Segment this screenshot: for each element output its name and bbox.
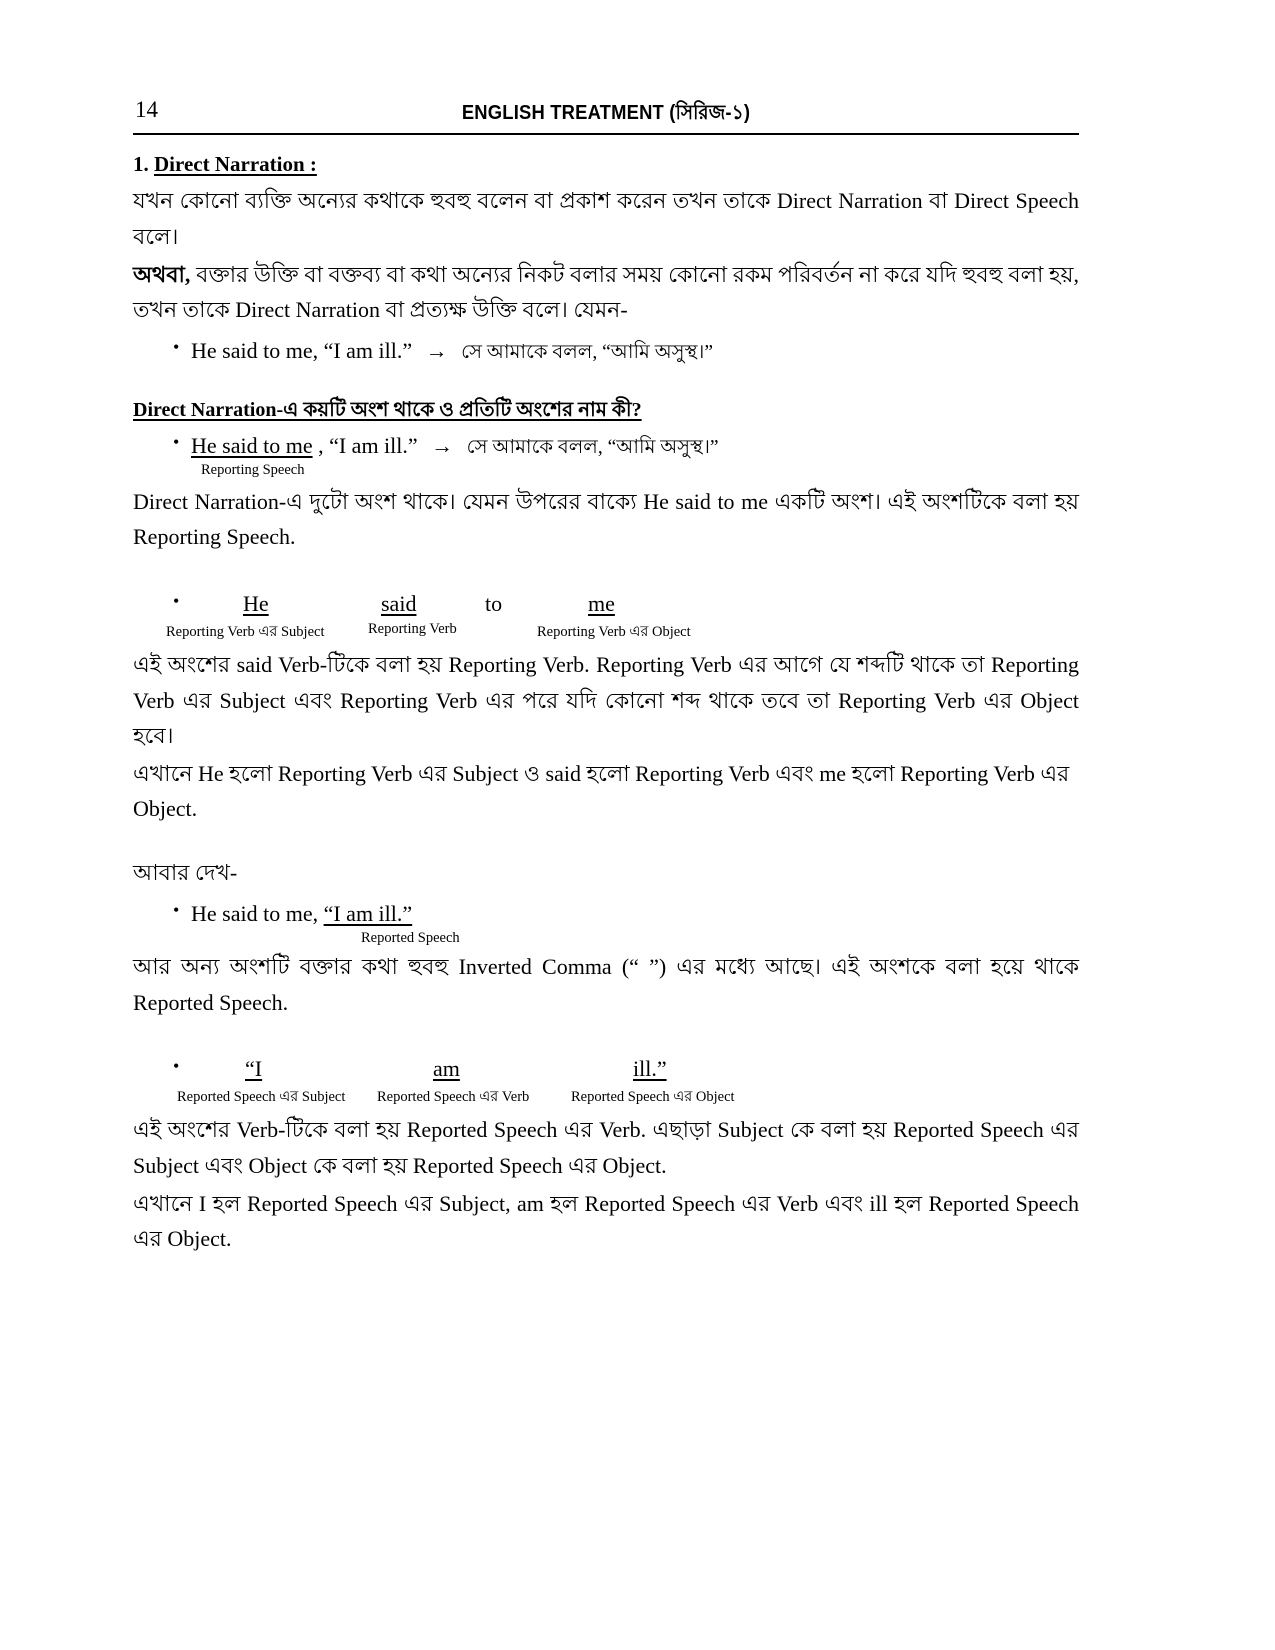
- definition-paragraph-1: যখন কোনো ব্যক্তি অন্যের কথাকে হুবহু বলেন বা প্রকাশ করেন তখন তাকে Direct Narration বা Direct Speech বলে।: [133, 188, 1079, 249]
- alternative-lead: অথবা,: [133, 261, 191, 287]
- running-header: [133, 95, 1079, 135]
- word-me: me: [588, 590, 615, 616]
- reporting-speech-part: He said to me,: [191, 900, 324, 926]
- reporting-breakdown: [133, 591, 1079, 641]
- question-heading: Direct Narration-এ কয়টি অংশ থাকে ও প্রতিটি অংশের নাম কী?: [133, 399, 642, 421]
- section-number: 1.: [133, 152, 149, 176]
- list-item: [133, 334, 1079, 367]
- arrow-icon: →: [431, 433, 454, 458]
- page-number: 14: [135, 97, 158, 122]
- reported-speech-part: “I am ill.”: [323, 900, 413, 926]
- label-reported-speech-subject: Reported Speech এর Subject: [177, 1089, 346, 1106]
- definition-paragraph-2-text: বক্তার উক্তি বা বক্তব্য বা কথা অন্যের নিকট বলার সময় কোনো রকম পরিবর্তন না করে যদি হুবহু বলা হয়, তখন তাকে Direct Narration বা প্রত্যক্ষ উক্তি বলে। যেমন-: [133, 261, 1080, 323]
- reported-breakdown: [133, 1056, 1079, 1106]
- word-ill: ill.”: [633, 1056, 667, 1082]
- example-list-2: [133, 429, 1079, 462]
- bullet-icon: •: [173, 899, 180, 920]
- reported-speech-explanation: আর অন্য অংশটি বক্তার কথা হুবহু Inverted Comma (“ ”) এর মধ্যে আছে। এই অংশকে বলা হয়ে থাকে Reported Speech.: [133, 954, 1079, 1015]
- reported-speech-part: , “I am ill.”: [318, 433, 418, 458]
- reporting-verb-explanation-1: এই অংশের said Verb-টিকে বলা হয় Reporting Verb. Reporting Verb এর আগে যে শব্দটি থাকে তা Reporting Verb এর Subject এবং Reporting Verb এর পরে যদি কোনো শব্দ থাকে তবে তা Reporting Verb এর Object হবে।: [133, 651, 1079, 749]
- example-list-3: [133, 897, 1079, 930]
- again-lead: আবার দেখ-: [133, 860, 238, 886]
- example-english: He said to me, “I am ill.”: [191, 337, 413, 363]
- word-am: am: [433, 1056, 460, 1082]
- reported-breakdown-words: [133, 1056, 1079, 1086]
- word-to: to: [485, 590, 503, 616]
- label-reporting-verb-object: Reporting Verb এর Object: [537, 623, 691, 640]
- reporting-verb-explanation-2: এখানে He হলো Reporting Verb এর Subject ও said হলো Reporting Verb এবং me হলো Reporting Verb এর Object.: [133, 760, 1070, 822]
- reporting-breakdown-labels: [133, 621, 1079, 641]
- bullet-icon: •: [173, 590, 180, 611]
- label-reporting-verb: Reporting Verb: [368, 620, 457, 637]
- reporting-speech-part: He said to me: [191, 433, 313, 458]
- arrow-icon: →: [425, 337, 448, 363]
- reporting-speech-explanation: Direct Narration-এ দুটো অংশ থাকে। যেমন উপরের বাক্যে He said to me একটি অংশ। এই অংশটিকে বলা হয় Reporting Speech.: [133, 488, 1079, 550]
- word-i: “I: [245, 1056, 263, 1082]
- bullet-icon: •: [173, 432, 180, 452]
- reported-speech-caption: Reported Speech: [361, 929, 460, 946]
- section-heading-text: Direct Narration :: [154, 152, 317, 176]
- reported-speech-explanation-1: এই অংশের Verb-টিকে বলা হয় Reported Speech এর Verb. এছাড়া Subject কে বলা হয় Reported Speech এর Subject এবং Object কে বলা হয় Reported Speech এর Object.: [133, 1117, 1079, 1178]
- example-bengali: সে আমাকে বলল, “আমি অসুস্থ।”: [466, 437, 719, 458]
- page-content: [133, 95, 1079, 1259]
- bullet-icon: •: [173, 336, 180, 357]
- example-bengali: সে আমাকে বলল, “আমি অসুস্থ।”: [461, 341, 714, 363]
- reporting-breakdown-words: [133, 591, 1079, 621]
- reported-breakdown-labels: [133, 1086, 1079, 1106]
- word-said: said: [381, 590, 417, 616]
- reporting-speech-caption: Reporting Speech: [201, 462, 305, 479]
- book-title: ENGLISH TREATMENT (সিরিজ-১): [461, 102, 751, 124]
- definition-paragraph-2: [133, 257, 1079, 328]
- label-reporting-verb-subject: Reporting Verb এর Subject: [166, 623, 325, 640]
- list-item: [133, 429, 1079, 462]
- word-he: He: [243, 590, 269, 616]
- label-reported-speech-verb: Reported Speech এর Verb: [377, 1089, 530, 1106]
- example-list-1: [133, 334, 1079, 367]
- section-heading: [133, 151, 1079, 177]
- bullet-icon: •: [173, 1056, 180, 1077]
- reported-speech-explanation-2: এখানে I হল Reported Speech এর Subject, am হল Reported Speech এর Verb এবং ill হল Reported Speech এর Object.: [133, 1190, 1079, 1252]
- label-reported-speech-object: Reported Speech এর Object: [571, 1089, 735, 1106]
- list-item: [133, 897, 1079, 930]
